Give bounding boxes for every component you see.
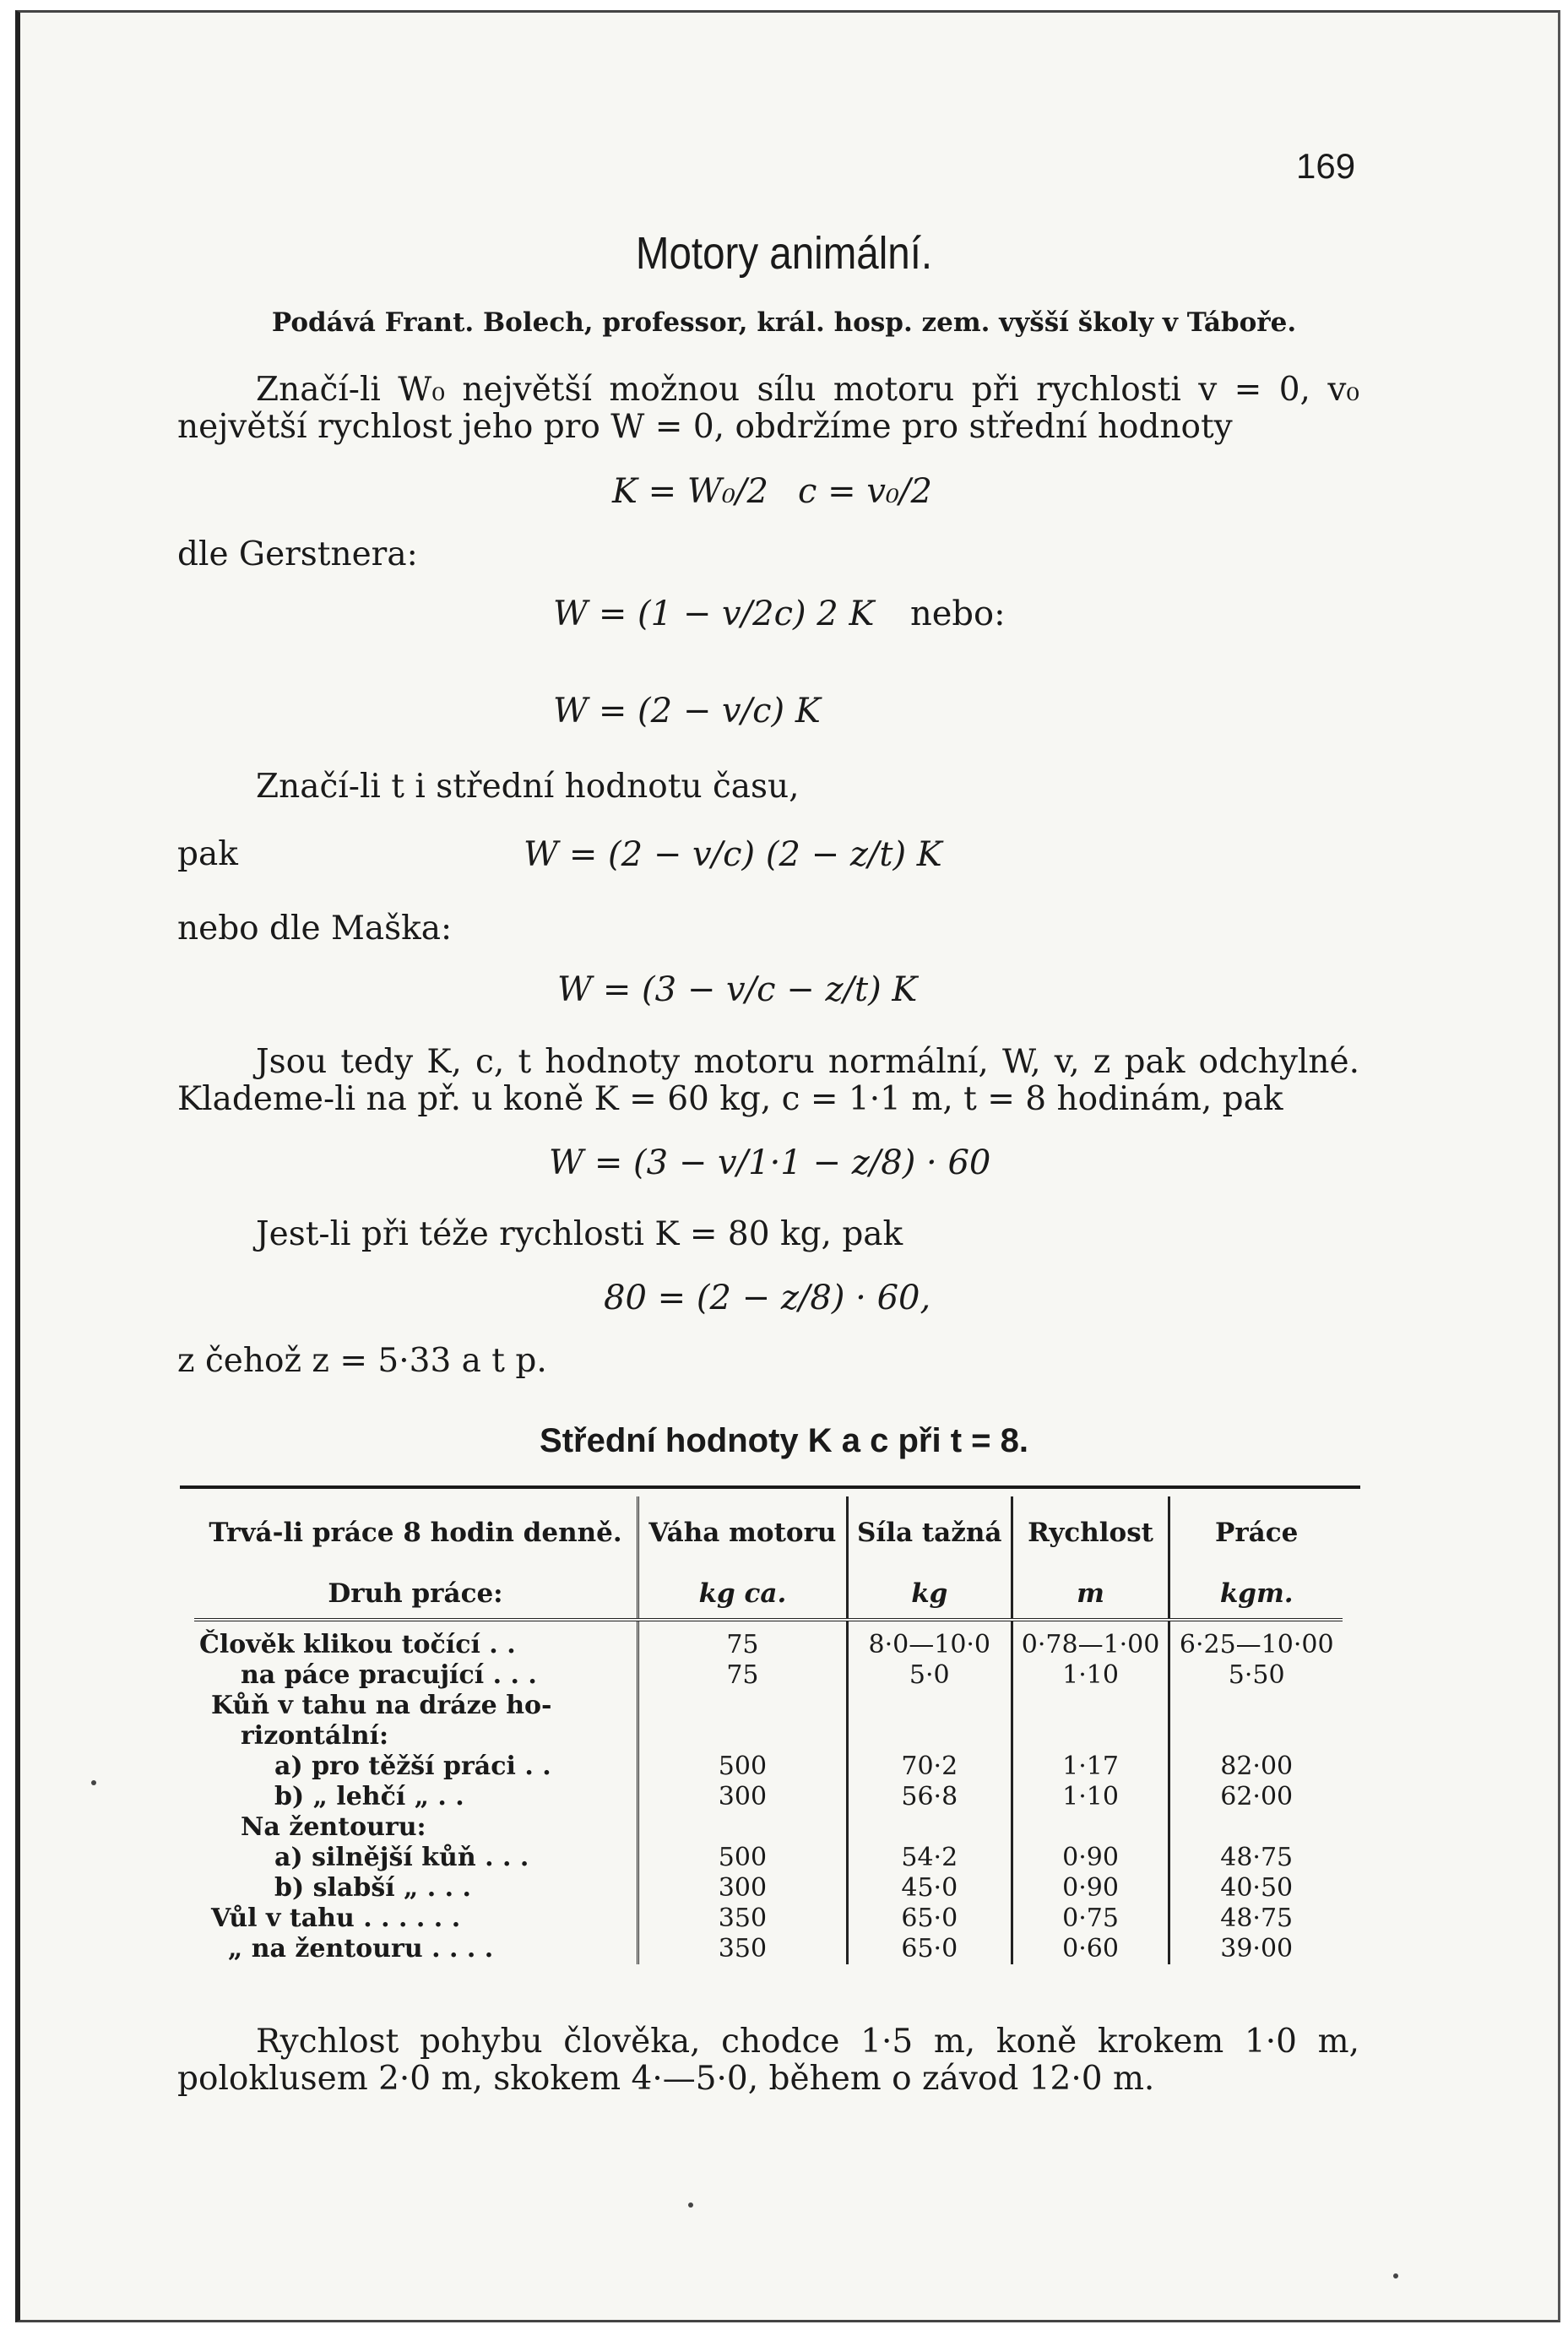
cell-weight: 350 xyxy=(638,1934,848,1964)
cell-weight: 300 xyxy=(638,1782,848,1812)
cell-force xyxy=(847,1691,1012,1721)
cell-speed xyxy=(1012,1812,1169,1843)
row-label: „ na žentouru . . . . xyxy=(228,1934,494,1963)
paragraph-example: Jsou tedy K, c, t hodnoty motoru normální, W, v, z pak odchylné. Klademe-li na př. u koně K = 60 kg, c = 1·1 m, t = 8 hodinám, pak xyxy=(177,1043,1359,1118)
header-speed: Rychlost xyxy=(1012,1496,1169,1569)
table-row xyxy=(194,1721,1343,1752)
cell-speed: 0·90 xyxy=(1012,1843,1169,1873)
unit-work: kgm. xyxy=(1169,1569,1343,1620)
table-row xyxy=(194,1873,1343,1904)
cell-work: 48·75 xyxy=(1169,1904,1343,1934)
formula-maska: W = (3 − v/c − z/t) K xyxy=(557,970,918,1009)
cell-weight: 75 xyxy=(638,1620,848,1660)
cell-force: 65·0 xyxy=(847,1934,1012,1964)
cell-work: 40·50 xyxy=(1169,1873,1343,1904)
cell-speed: 1·10 xyxy=(1012,1660,1169,1691)
row-label: b) „ lehčí „ . . xyxy=(274,1782,464,1811)
cell-speed: 0·78—1·00 xyxy=(1012,1620,1169,1660)
formula-pak: W = (2 − v/c) (2 − z/t) K xyxy=(524,835,942,874)
author-line: Podává Frant. Bolech, professor, král. hosp. zem. vyšší školy v Táboře. xyxy=(271,307,1297,338)
formula-example-2: 80 = (2 − z/8) · 60, xyxy=(604,1279,931,1317)
table-row xyxy=(194,1812,1343,1843)
unit-speed: m xyxy=(1012,1569,1169,1620)
table-row xyxy=(194,1934,1343,1964)
cell-weight: 500 xyxy=(638,1843,848,1873)
footer-paragraph: Rychlost pohybu člověka, chodce 1·5 m, koně krokem 1·0 m, poloklusem 2·0 m, skokem 4·—5·0, během o závod 12·0 m. xyxy=(177,2023,1359,2098)
row-label: Vůl v tahu . . . . . . xyxy=(211,1904,461,1933)
cell-speed: 1·17 xyxy=(1012,1752,1169,1782)
row-label: a) silnější kůň . . . xyxy=(274,1843,529,1872)
table-top-rule xyxy=(180,1485,1360,1489)
cell-weight: 300 xyxy=(638,1873,848,1904)
speck xyxy=(91,1780,96,1785)
unit-force: kg xyxy=(847,1569,1012,1620)
cell-work: 39·00 xyxy=(1169,1934,1343,1964)
row-label: Kůň v tahu na dráze ho- xyxy=(211,1691,552,1720)
row-label: rizontální: xyxy=(241,1721,389,1751)
table-row xyxy=(194,1904,1343,1934)
header-work-type-sub: Druh práce: xyxy=(194,1569,638,1620)
row-label: a) pro těžší práci . . xyxy=(274,1752,551,1781)
speck xyxy=(688,2202,693,2208)
cell-speed xyxy=(1012,1691,1169,1721)
cell-force: 54·2 xyxy=(847,1843,1012,1873)
cell-force: 56·8 xyxy=(847,1782,1012,1812)
data-table xyxy=(194,1496,1343,1964)
paragraph-time: Značí-li t i střední hodnotu času, xyxy=(256,768,800,806)
cell-weight xyxy=(638,1691,848,1721)
formula-gerstner-1: W = (1 − v/2c) 2 K xyxy=(553,595,875,633)
cell-force: 45·0 xyxy=(847,1873,1012,1904)
formula-gerstner-1-suffix: nebo: xyxy=(910,595,1006,633)
unit-weight: kg ca. xyxy=(638,1569,848,1620)
paragraph-higher-load: Jest-li při téže rychlosti K = 80 kg, pak xyxy=(256,1215,903,1253)
header-work: Práce xyxy=(1169,1496,1343,1569)
formula-c: c = v₀/2 xyxy=(798,472,932,511)
cell-force: 8·0—10·0 xyxy=(847,1620,1012,1660)
page-number: 169 xyxy=(1296,146,1356,186)
table-title: Střední hodnoty K a c při t = 8. xyxy=(540,1422,1028,1459)
formula-gerstner-2: W = (2 − v/c) K xyxy=(553,692,821,731)
header-weight: Váha motoru xyxy=(638,1496,848,1569)
cell-force: 65·0 xyxy=(847,1904,1012,1934)
table-row xyxy=(194,1660,1343,1691)
cell-work: 82·00 xyxy=(1169,1752,1343,1782)
header-work-type: Trvá-li práce 8 hodin denně. xyxy=(209,1518,622,1548)
cell-work: 5·50 xyxy=(1169,1660,1343,1691)
cell-work: 6·25—10·00 xyxy=(1169,1620,1343,1660)
cell-force xyxy=(847,1812,1012,1843)
cell-work: 48·75 xyxy=(1169,1843,1343,1873)
paragraph-result: z čehož z = 5·33 a t p. xyxy=(177,1342,547,1380)
row-label: Na žentouru: xyxy=(241,1812,426,1842)
cell-speed: 0·90 xyxy=(1012,1873,1169,1904)
table-row xyxy=(194,1843,1343,1873)
cell-speed: 1·10 xyxy=(1012,1782,1169,1812)
cell-force: 70·2 xyxy=(847,1752,1012,1782)
cell-weight: 500 xyxy=(638,1752,848,1782)
cell-weight: 350 xyxy=(638,1904,848,1934)
cell-speed: 0·75 xyxy=(1012,1904,1169,1934)
cell-weight: 75 xyxy=(638,1660,848,1691)
cell-force: 5·0 xyxy=(847,1660,1012,1691)
cell-work xyxy=(1169,1721,1343,1752)
label-gerstner: dle Gerstnera: xyxy=(177,535,418,573)
label-maska: nebo dle Maška: xyxy=(177,910,453,948)
table-row xyxy=(194,1691,1343,1721)
cell-weight xyxy=(638,1812,848,1843)
table-row xyxy=(194,1752,1343,1782)
cell-speed xyxy=(1012,1721,1169,1752)
row-label: na páce pracující . . . xyxy=(241,1660,537,1690)
paragraph-intro: Značí-li W₀ největší možnou sílu motoru při rychlosti v = 0, v₀ největší rychlost jeho pro W = 0, obdržíme pro střední hodnoty xyxy=(177,371,1359,446)
cell-work xyxy=(1169,1812,1343,1843)
cell-work: 62·00 xyxy=(1169,1782,1343,1812)
cell-work xyxy=(1169,1691,1343,1721)
page-title: Motory animální. xyxy=(635,228,933,279)
cell-force xyxy=(847,1721,1012,1752)
formula-k: K = W₀/2 xyxy=(612,472,768,511)
table-row xyxy=(194,1782,1343,1812)
speck xyxy=(1393,2273,1398,2278)
cell-speed: 0·60 xyxy=(1012,1934,1169,1964)
row-label: b) slabší „ . . . xyxy=(274,1873,471,1903)
table-row xyxy=(194,1620,1343,1660)
header-force: Síla tažná xyxy=(847,1496,1012,1569)
row-label: Člověk klikou točící . . xyxy=(199,1630,516,1659)
formula-example: W = (3 − v/1·1 − z/8) · 60 xyxy=(549,1143,991,1182)
cell-weight xyxy=(638,1721,848,1752)
label-pak: pak xyxy=(177,835,238,873)
